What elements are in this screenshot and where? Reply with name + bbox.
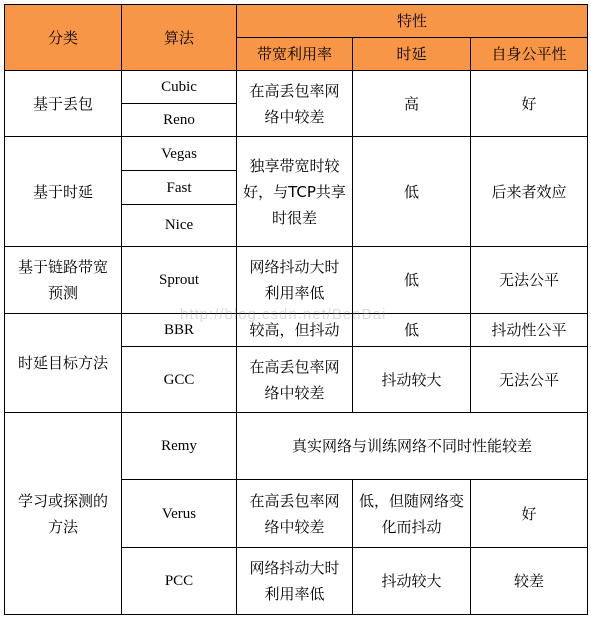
- congestion-control-table: [4, 4, 588, 615]
- algo-reno: Reno: [122, 104, 237, 137]
- gcc-fairness: 无法公平: [471, 347, 588, 413]
- loss-fairness: 好: [471, 71, 588, 137]
- bbr-fairness: 抖动性公平: [471, 313, 588, 346]
- table-row: [5, 246, 588, 313]
- algo-gcc: GCC: [122, 347, 237, 413]
- category-link: 基于链路带宽预测: [5, 246, 122, 313]
- pcc-fairness: 较差: [471, 547, 588, 614]
- watermark: http://blog.csdn.net/BenBai: [180, 306, 387, 323]
- header-algorithm: 算法: [122, 5, 237, 71]
- link-bandwidth: 网络抖动大时利用率低: [237, 246, 353, 313]
- remy-note: 真实网络与训练网络不同时性能较差: [237, 413, 588, 480]
- table-row: [5, 137, 588, 171]
- pcc-delay: 抖动较大: [353, 547, 471, 614]
- delay-fairness: 后来者效应: [471, 137, 588, 246]
- category-delay: 基于时延: [5, 137, 122, 246]
- gcc-delay: 抖动较大: [353, 347, 471, 413]
- table-row: [5, 413, 588, 480]
- algo-cubic: Cubic: [122, 71, 237, 104]
- table-row: [5, 71, 588, 104]
- algo-verus: Verus: [122, 480, 237, 547]
- gcc-bandwidth: 在高丢包率网络中较差: [237, 347, 353, 413]
- category-target: 时延目标方法: [5, 313, 122, 412]
- header-row: [5, 5, 588, 38]
- algo-remy: Remy: [122, 413, 237, 480]
- delay-delay: 低: [353, 137, 471, 246]
- link-delay: 低: [353, 246, 471, 313]
- algo-bbr: BBR: [122, 313, 237, 346]
- algo-sprout: Sprout: [122, 246, 237, 313]
- loss-delay: 高: [353, 71, 471, 137]
- pcc-bandwidth: 网络抖动大时利用率低: [237, 547, 353, 614]
- algo-fast: Fast: [122, 171, 237, 204]
- bbr-delay: 低: [353, 313, 471, 346]
- header-features: 特性: [237, 5, 588, 38]
- algo-pcc: PCC: [122, 547, 237, 614]
- category-learning: 学习或探测的方法: [5, 413, 122, 615]
- header-bandwidth: 带宽利用率: [237, 38, 353, 71]
- header-category: 分类: [5, 5, 122, 71]
- verus-fairness: 好: [471, 480, 588, 547]
- algo-nice: Nice: [122, 204, 237, 246]
- verus-delay: 低，但随网络变化而抖动: [353, 480, 471, 547]
- bbr-bandwidth: 较高，但抖动: [237, 313, 353, 346]
- loss-bandwidth: 在高丢包率网络中较差: [237, 71, 353, 137]
- delay-bandwidth: 独享带宽时较好，与TCP共享时很差: [237, 137, 353, 246]
- header-delay: 时延: [353, 38, 471, 71]
- header-fairness: 自身公平性: [471, 38, 588, 71]
- algo-vegas: Vegas: [122, 137, 237, 171]
- table-row: [5, 313, 588, 346]
- verus-bandwidth: 在高丢包率网络中较差: [237, 480, 353, 547]
- link-fairness: 无法公平: [471, 246, 588, 313]
- category-loss: 基于丢包: [5, 71, 122, 137]
